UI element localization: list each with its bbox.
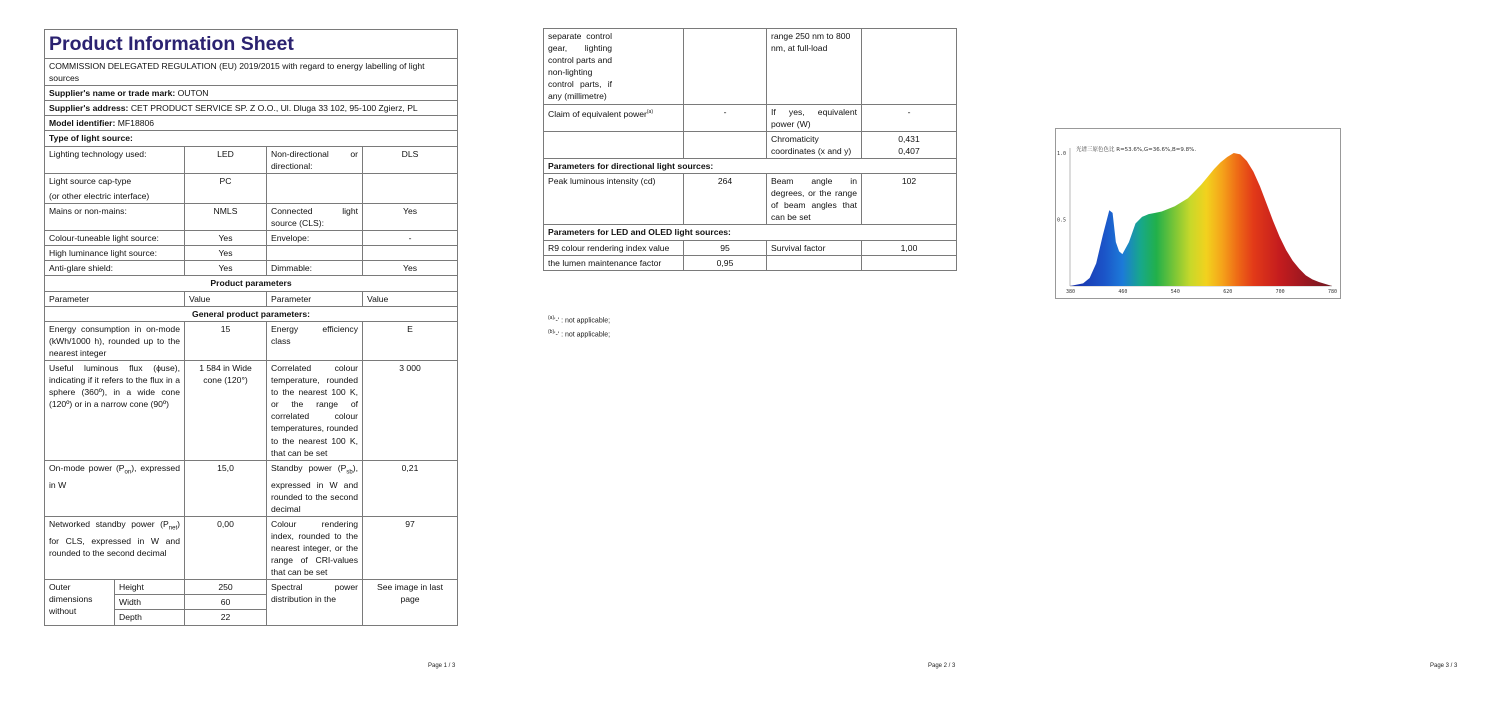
cap-empty-1: [267, 173, 363, 203]
chroma-x: 0,431: [898, 133, 920, 144]
model-row: [45, 116, 458, 131]
x-tick-label: 620: [1223, 289, 1233, 295]
product-info-table-page1: [44, 29, 458, 626]
spd-value: See image in last page: [363, 580, 458, 625]
depth-label: Depth: [115, 610, 185, 625]
cap-label-line1: Light source cap-type: [49, 175, 132, 186]
general-params-heading: General product parameters:: [45, 306, 458, 321]
chart-header: 光谱三原色色比 R=53.6%,G=36.6%,B=9.8%.: [1076, 147, 1197, 153]
address-value: CET PRODUCT SERVICE SP. Z O.O., Ul. Dluga 33 102, 95-100 Zgierz, PL: [130, 103, 418, 114]
glare-label: Anti-glare shield:: [45, 261, 185, 276]
r9-value: 95: [684, 240, 767, 255]
highlum-empty-2: [363, 246, 458, 261]
cap-value: PC: [185, 173, 267, 203]
col-parameter-2: Parameter: [267, 291, 363, 306]
page-number-3: Page 3 / 3: [1430, 663, 1458, 669]
envelope-value: -: [363, 231, 458, 246]
x-tick-label: 460: [1118, 289, 1128, 295]
directional-heading: Parameters for directional light sources:: [544, 158, 957, 173]
x-tick-label: 780: [1328, 289, 1338, 295]
onmode-sub: on: [124, 469, 132, 476]
chroma-empty-1: [544, 131, 684, 158]
cct-value: 3 000: [363, 360, 458, 460]
supplier-row: [45, 86, 458, 101]
ifyes-label: If yes, equivalent power (W): [767, 104, 862, 131]
model-label: Model identifier:: [49, 118, 116, 129]
x-tick-label: 380: [1066, 289, 1076, 295]
peak-label: Peak luminous intensity (cd): [544, 174, 684, 225]
footnote-a-mark: (a): [548, 315, 555, 321]
lumen-empty-2: [862, 255, 957, 270]
tuneable-value: Yes: [185, 231, 267, 246]
beam-label: Beam angle in degrees, or the range of beam angles that can be set: [767, 174, 862, 225]
standby-value: 0,21: [363, 460, 458, 516]
footnote-b-mark: (b): [548, 329, 555, 335]
dimensions-continuation-label: separate control gear, lighting control parts and non-lighting control parts, if any (millimetre): [544, 29, 684, 105]
footnote-b-text: '-' : not applicable;: [554, 331, 611, 339]
chroma-label: Chromaticity coordinates (x and y): [767, 131, 862, 158]
footnote-a-text: '-' : not applicable;: [554, 317, 611, 325]
cls-value: Yes: [363, 203, 458, 230]
flux-label: Useful luminous flux (ϕuse), indicating if it refers to the flux in a sphere (360º), in a wide cone (120º) or in a narrow cone (90º): [45, 360, 185, 460]
y-tick-label: 1.0: [1057, 151, 1067, 157]
lumen-value: 0,95: [684, 255, 767, 270]
spectral-chart: [1055, 128, 1341, 299]
chroma-empty-2: [684, 131, 767, 158]
ifyes-value: -: [862, 104, 957, 131]
supplier-value: OUTON: [177, 88, 209, 99]
regulation-text: COMMISSION DELEGATED REGULATION (EU) 2019/2015 with regard to energy labelling of light sources: [45, 59, 458, 86]
cri-value: 97: [363, 516, 458, 579]
x-tick-label: 700: [1275, 289, 1285, 295]
onmode-value: 15,0: [185, 460, 267, 516]
page-number-2: Page 2 / 3: [928, 663, 956, 669]
product-params-heading: Product parameters: [45, 276, 458, 291]
height-label: Height: [115, 580, 185, 595]
claim-value: -: [684, 104, 767, 131]
type-heading: Type of light source:: [45, 131, 458, 146]
chroma-y: 0,407: [898, 145, 920, 156]
highlum-value: Yes: [185, 246, 267, 261]
onmode-label-b: ), expressed in W: [49, 462, 180, 490]
survival-value: 1,00: [862, 240, 957, 255]
standby-label-b: ), expressed in W and rounded to the second decimal: [271, 462, 358, 514]
footnote-a: [548, 315, 610, 324]
cct-label: Correlated colour temperature, rounded to the nearest 100 K, or the range of correlated colour temperatures, rounded to the nearest 100 K, that can be set: [267, 360, 363, 460]
led-heading: Parameters for LED and OLED light sources:: [544, 225, 957, 240]
nondir-label: Non-directional or directional:: [267, 146, 363, 173]
net-sub: net: [168, 525, 178, 532]
energy-value: 15: [185, 321, 267, 360]
cri-label: Colour rendering index, rounded to the nearest integer, or the range of CRI-values that can be set: [267, 516, 363, 579]
col-parameter-1: Parameter: [45, 291, 185, 306]
supplier-label: Supplier's name or trade mark:: [49, 88, 176, 99]
standby-label: [267, 460, 363, 516]
cap-label: [45, 173, 185, 203]
product-info-table-page2: [543, 28, 957, 271]
dimensions-continuation-empty: [684, 29, 767, 105]
tech-value: LED: [185, 146, 267, 173]
onmode-label: [45, 460, 185, 516]
beam-value: 102: [862, 174, 957, 225]
highlum-label: High luminance light source:: [45, 246, 185, 261]
highlum-empty-1: [267, 246, 363, 261]
chart-marks: [1057, 151, 1337, 295]
spectrum-area: [1070, 153, 1332, 286]
dimmable-label: Dimmable:: [267, 261, 363, 276]
page-number-1: Page 1 / 3: [428, 663, 456, 669]
page-1: [0, 0, 500, 711]
claim-sup: (a): [646, 108, 654, 115]
flux-value: 1 584 in Wide cone (120°): [185, 360, 267, 460]
standby-label-a: Standby power (P: [271, 462, 347, 473]
y-tick-label: 0.5: [1057, 217, 1067, 224]
page-3: [1000, 0, 1500, 711]
outer-dimensions-label: Outer dimensions without: [45, 580, 115, 625]
onmode-label-a: On-mode power (P: [49, 462, 125, 473]
address-label: Supplier's address:: [49, 103, 129, 114]
footnote-b: [548, 329, 610, 338]
peak-value: 264: [684, 174, 767, 225]
cap-empty-2: [363, 173, 458, 203]
width-label: Width: [115, 595, 185, 610]
envelope-label: Envelope:: [267, 231, 363, 246]
tech-label: Lighting technology used:: [45, 146, 185, 173]
cls-label: Connected light source (CLS):: [267, 203, 363, 230]
claim-label-text: Claim of equivalent power: [548, 108, 647, 119]
spd-continuation-empty: [862, 29, 957, 105]
model-value: MF18806: [117, 118, 155, 129]
cap-label-line2: (or other electric interface): [49, 190, 150, 201]
lumen-label: the lumen maintenance factor: [544, 255, 684, 270]
survival-label: Survival factor: [767, 240, 862, 255]
col-value-2: Value: [363, 291, 458, 306]
efficiency-label: Energy efficiency class: [267, 321, 363, 360]
height-value: 250: [185, 580, 267, 595]
net-label-b: ) for CLS, expressed in W and rounded to the second decimal: [49, 518, 180, 558]
nondir-value: DLS: [363, 146, 458, 173]
net-value: 0,00: [185, 516, 267, 579]
spd-label: Spectral power distribution in the: [267, 580, 363, 625]
depth-value: 22: [185, 610, 267, 625]
spectral-chart-svg: [1056, 129, 1340, 298]
claim-label: [544, 104, 684, 131]
energy-label: Energy consumption in on-mode (kWh/1000 h), rounded up to the nearest integer: [45, 321, 185, 360]
lumen-empty-1: [767, 255, 862, 270]
page-2: [500, 0, 1000, 711]
r9-label: R9 colour rendering index value: [544, 240, 684, 255]
mains-value: NMLS: [185, 203, 267, 230]
net-label: [45, 516, 185, 579]
x-tick-label: 540: [1170, 289, 1180, 295]
chroma-value: [862, 131, 957, 158]
net-label-a: Networked standby power (P: [49, 518, 169, 529]
efficiency-value: E: [363, 321, 458, 360]
standby-sub: sb: [346, 469, 353, 476]
dimmable-value: Yes: [363, 261, 458, 276]
spd-continuation: range 250 nm to 800 nm, at full-load: [767, 29, 862, 105]
col-value-1: Value: [185, 291, 267, 306]
address-row: [45, 101, 458, 116]
width-value: 60: [185, 595, 267, 610]
glare-value: Yes: [185, 261, 267, 276]
page-title: Product Information Sheet: [45, 30, 458, 59]
mains-label: Mains or non-mains:: [45, 203, 185, 230]
tuneable-label: Colour-tuneable light source:: [45, 231, 185, 246]
